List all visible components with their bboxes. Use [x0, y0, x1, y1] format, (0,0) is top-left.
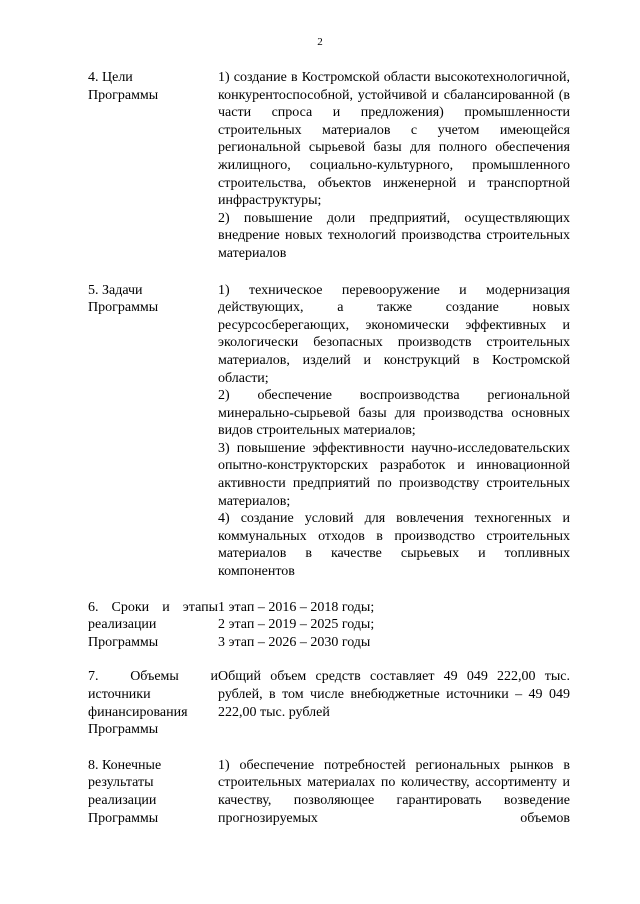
row-content-tasks: [218, 282, 570, 581]
label-line: источники: [88, 687, 151, 702]
label-line: реализации: [88, 617, 157, 633]
label-line: 5. Задачи: [88, 282, 143, 298]
row-label-funding: [88, 668, 218, 738]
passport-row-stages: [88, 599, 570, 652]
task-item: 4) создание условий для вовлечения техногенных и коммунальных отходов в производство строительных материалов в качестве сырьевых и топливных компонентов: [218, 511, 570, 580]
stage-item: 2 этап – 2019 – 2025 годы;: [218, 617, 375, 633]
row-label-results: [88, 757, 218, 827]
row-content-results: [218, 757, 570, 827]
label-line: 4. Цели: [88, 70, 133, 85]
stage-item: 3 этап – 2026 – 2030 годы: [218, 634, 371, 650]
program-passport-table: [88, 69, 570, 827]
row-content-stages: [218, 599, 570, 652]
stage-item: 1 этап – 2016 – 2018 годы;: [218, 599, 375, 615]
task-item: 2) обеспечение воспроизводства региональной минерально-сырьевой базы для производства основных видов строительных материалов;: [218, 388, 570, 439]
passport-row-results: [88, 757, 570, 827]
row-content-goals: [218, 69, 570, 263]
row-content-funding: [218, 668, 570, 721]
label-line: Программы: [88, 810, 159, 826]
task-item: 1) техническое перевооружение и модернизация действующих, а также создание новых ресурсосберегающих, экономически эффективных и экологически безопасных производств строительных материалов, изделий и конструкций в Костромской области;: [218, 282, 570, 386]
label-line: 7. Объемы и: [88, 669, 218, 685]
label-line: Программы: [88, 300, 159, 316]
passport-row-tasks: [88, 282, 570, 581]
page-number: 2: [317, 36, 323, 48]
task-item: 3) повышение эффективности научно-исследовательских опытно-конструкторских разработок и инновационной активности предприятий по производству строительных материалов;: [218, 440, 570, 509]
label-line: реализации: [88, 792, 157, 808]
passport-row-funding: [88, 668, 570, 738]
label-line: Программы: [88, 634, 159, 650]
goal-item: 2) повышение доли предприятий, осуществляющих внедрение новых технологий производства строительных материалов: [218, 210, 570, 261]
result-item: 1) обеспечение потребностей региональных рынков в строительных материалах по количеству, ассортименту и качеству, позволяющее гарантировать возведение прогнозируемых объемов: [218, 757, 570, 826]
label-line: Программы: [88, 87, 159, 103]
label-line: результаты: [88, 775, 154, 791]
label-line: Программы: [88, 722, 159, 738]
row-label-goals: [88, 69, 218, 104]
label-line: финансирования: [88, 704, 188, 720]
row-label-tasks: [88, 282, 218, 317]
passport-row-goals: [88, 69, 570, 263]
label-line: 6. Сроки и этапы: [88, 599, 218, 615]
goal-item: 1) создание в Костромской области высокотехнологичной, конкурентоспособной, устойчивой и сбалансированной (в части спроса и предложения) промышленности строительных материалов с учетом имеющейся региональной сырьевой базы для полного обеспечения жилищного, социально-культурного, промышленного строительства, объектов инженерной и транспортной инфраструктуры;: [218, 70, 570, 209]
funding-text: Общий объем средств составляет 49 049 222,00 тыс. рублей, в том числе внебюджетные источники – 49 049 222,00 тыс. рублей: [218, 669, 570, 720]
label-line: 8. Конечные: [88, 757, 162, 773]
row-label-stages: [88, 599, 218, 652]
